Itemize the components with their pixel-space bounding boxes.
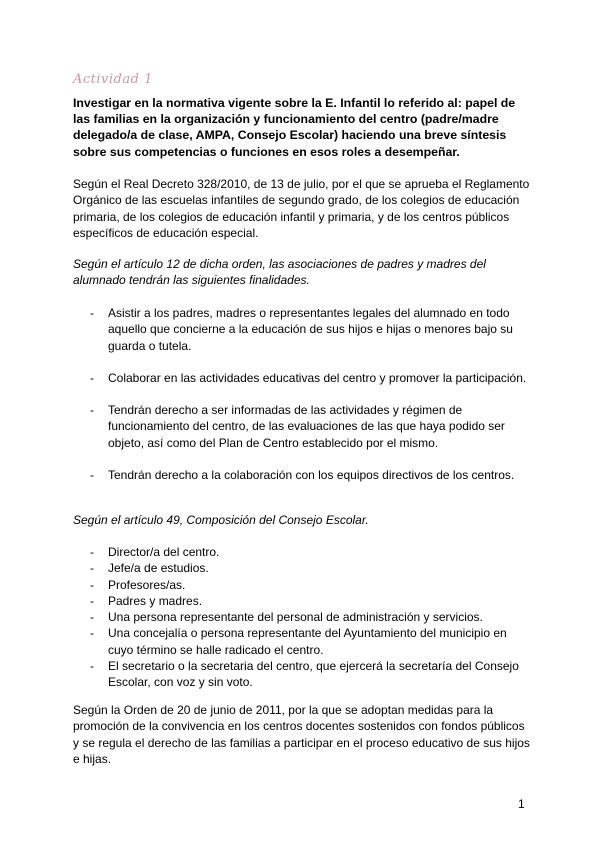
list-item-text: El secretario o la secretaria del centro, que ejercerá la secretaría del Consejo Escolar, con voz y sin voto. (108, 659, 519, 690)
dash-bullet: - (90, 593, 94, 608)
list-item (90, 467, 530, 483)
list-item (90, 625, 530, 658)
list-item (90, 609, 530, 625)
dash-bullet: - (90, 659, 94, 674)
activity-title: Actividad 1 (73, 72, 153, 87)
dash-bullet: - (90, 577, 94, 592)
list-item (90, 658, 530, 691)
list-item-text: Tendrán derecho a la colaboración con los equipos directivos de los centros. (108, 468, 515, 483)
question-heading: Investigar en la normativa vigente sobre la E. Infantil lo referido al: papel de las familias en la organización y funcionamiento del centro (padre/madre delegado/a de clase, AMPA, Consejo Escolar) haciendo una breve síntesis sobre sus competencias o funciones en esos roles a desempeñar. (73, 96, 516, 159)
list-item-text: Tendrán derecho a ser informadas de las actividades y régimen de funcionamiento del centro, de las evaluaciones de las que haya podido ser objeto, así como del Plan de Centro establecido por el mismo. (108, 403, 505, 450)
list-item (90, 577, 530, 593)
article-49-paragraph: Según el artículo 49, Composición del Consejo Escolar. (73, 513, 369, 527)
composicion-list (90, 544, 530, 691)
list-item-text: Director/a del centro. (108, 545, 220, 559)
list-item (90, 593, 530, 609)
dash-bullet: - (90, 626, 94, 641)
list-item (90, 544, 530, 560)
list-item-text: Colaborar en las actividades educativas del centro y promover la participación. (108, 370, 527, 385)
list-item-text: Asistir a los padres, madres o representantes legales del alumnado en todo aquello que concierne a la educación de sus hijos e hijas o menores bajo su guarda o tutela. (108, 306, 513, 353)
list-item-text: Padres y madres. (108, 593, 203, 608)
list-item-text: Una concejalía o persona representante del Ayuntamiento del municipio en cuyo término se halle radicado el centro. (108, 626, 507, 657)
dash-bullet: - (90, 468, 94, 483)
orden-paragraph: Según la Orden de 20 de junio de 2011, por la que se adoptan medidas para la promoción de la convivencia en los centros docentes sostenidos con fondos públicos y se regula el derecho de las familias a participar en el proceso educativo de sus hijos e hijas. (73, 703, 530, 766)
article-12-paragraph: Según el artículo 12 de dicha orden, las asociaciones de padres y madres del alumnado tendrán las siguientes finalidades. (73, 257, 486, 288)
dash-bullet: - (90, 545, 94, 559)
dash-bullet: - (90, 306, 94, 320)
list-item-text: Una persona representante del personal de administración y servicios. (108, 610, 483, 625)
page-number: 1 (518, 797, 525, 811)
list-item (90, 402, 530, 451)
list-item-text: Profesores/as. (108, 577, 186, 592)
list-item-text: Jefe/a de estudios. (108, 561, 209, 576)
dash-bullet: - (90, 610, 94, 625)
dash-bullet: - (90, 403, 94, 418)
list-item (90, 560, 530, 576)
list-item (90, 305, 530, 354)
finalidades-list (90, 305, 530, 499)
intro-paragraph: Según el Real Decreto 328/2010, de 13 de julio, por el que se aprueba el Reglamento Orgánico de las escuelas infantiles de segundo grado, de los colegios de educación primaria, de los colegios de educación infantil y primaria, y de los centros públicos específicos de educación especial. (73, 177, 530, 240)
list-item (90, 370, 530, 386)
dash-bullet: - (90, 561, 94, 576)
dash-bullet: - (90, 370, 94, 385)
